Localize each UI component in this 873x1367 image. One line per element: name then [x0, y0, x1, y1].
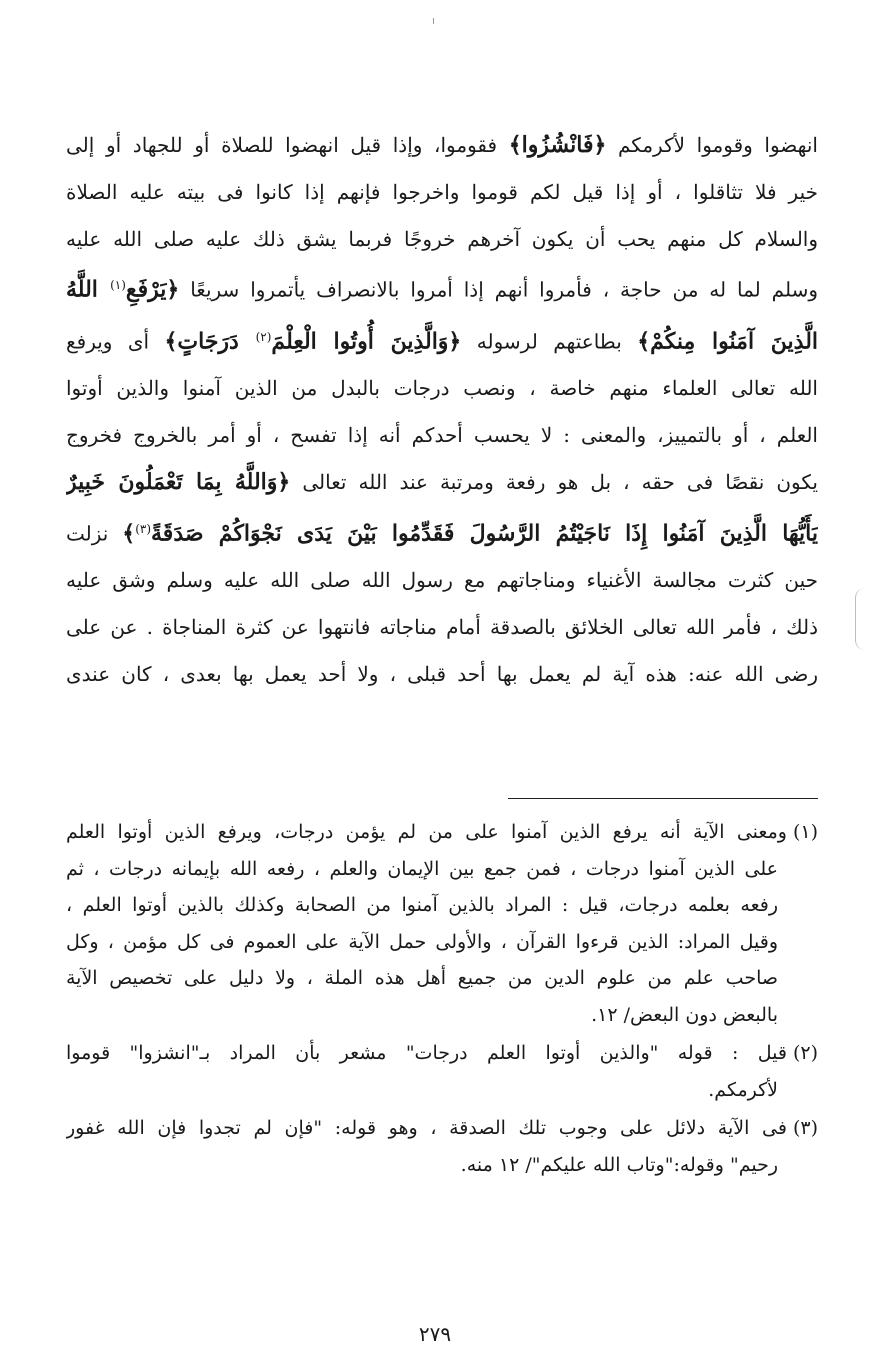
- body-line: [66, 459, 818, 506]
- footnote-text: صاحب علم من علوم الدين من جميع أهل هذه الملة ، ولا دليل على تخصيص الآية: [66, 967, 778, 989]
- body-line: [66, 506, 818, 557]
- footnote-line: [66, 1110, 818, 1147]
- footnote-text: قيل : قوله "والذين أوتوا العلم درجات" مشعر بأن المراد بـ"انشزوا" قوموا: [66, 1042, 787, 1064]
- footnote-number: (٢): [792, 1042, 818, 1064]
- quran-verse: ﴿وَالَّذِينَ أُوتُوا الْعِلْمَ: [271, 328, 462, 355]
- footnote-text: لأكرمكم.: [708, 1078, 778, 1101]
- page-number: ٢٧٩: [418, 1322, 452, 1346]
- body-line: [66, 314, 818, 365]
- body-text: فقوموا، وإذا قيل انهضوا للصلاة أو للجهاد أو إلى: [66, 133, 509, 157]
- footnote: [66, 814, 818, 1033]
- footnote-divider: [508, 798, 818, 799]
- body-text: رضى الله عنه: هذه آية لم يعمل بها أحد قبلى ، ولا أحد يعمل بها بعدى ، كان عندى: [66, 661, 818, 686]
- body-text: خير فلا تثاقلوا ، أو إذا قيل لكم قوموا واخرجوا فإنهم إذا كانوا فى بيته عليه الصلاة: [66, 179, 818, 204]
- body-line: [66, 651, 818, 698]
- body-text: حين كثرت مجالسة الأغنياء ومناجاتهم مع رسول الله صلى الله عليه وسلم وشق عليه: [66, 568, 818, 593]
- footnote-line: [66, 1147, 818, 1184]
- body-text: نزلت: [66, 521, 123, 546]
- quran-verse: الَّذِينَ آمَنُوا مِنكُمْ﴾: [637, 328, 818, 355]
- footnote-line: [66, 851, 818, 888]
- footnote-line: [66, 887, 818, 924]
- body-line: [66, 604, 818, 651]
- footnote-ref: (١): [110, 278, 126, 293]
- footnote-line: [66, 997, 818, 1034]
- footnote-line: [66, 960, 818, 997]
- footnote-line: [66, 1072, 818, 1109]
- top-mark: [433, 18, 434, 24]
- quran-verse: ﴿يَرْفَعِ: [125, 277, 180, 304]
- footnote-line: [66, 1035, 818, 1072]
- quran-verse: اللَّهُ: [66, 277, 111, 304]
- body-text: ذلك ، فأمر الله تعالى الخلائق بالصدقة أمام مناجاته فانتهوا عن كثرة المناجاة . عن على: [66, 614, 818, 639]
- body-text: بطاعتهم لرسوله: [461, 329, 638, 354]
- footnote-text: بالبعض دون البعض/ ١٢.: [591, 1003, 778, 1026]
- quran-verse: ﴾: [122, 520, 136, 547]
- body-line: [66, 412, 818, 459]
- footnote-line: [66, 814, 818, 851]
- main-body-text: [66, 122, 818, 698]
- body-text: انهضوا وقوموا لأكرمكم: [606, 133, 818, 157]
- body-text: والسلام كل منهم يحب أن يكون آخرهم خروجًا فربما يشق ذلك عليه صلى الله عليه: [66, 226, 818, 251]
- footnote-text: رحيم" وقوله:"وتاب الله عليكم"/ ١٢ منه.: [460, 1153, 778, 1176]
- margin-bracket-mark: [855, 588, 866, 650]
- body-text: يكون نقصًا فى حقه ، بل هو رفعة ومرتبة عند الله تعالى: [290, 469, 818, 494]
- footnote-text: وقيل المراد: الذين قرءوا القرآن ، والأولى حمل الآية على العموم فى كل مؤمن ، وكل: [66, 930, 778, 953]
- body-line: [66, 122, 818, 169]
- footnote-text: ومعنى الآية أنه يرفع الذين آمنوا على من لم يؤمن درجات، ويرفع الذين أوتوا العلم: [66, 821, 787, 843]
- body-line: [66, 557, 818, 604]
- body-text: الله تعالى العلماء منهم خاصة ، ونصب درجات بالبدل من الذين آمنوا والذين أوتوا: [66, 376, 818, 401]
- body-line: [66, 169, 818, 216]
- quran-verse: ﴿وَاللَّهُ بِمَا تَعْمَلُونَ خَبِيرٌ: [66, 468, 291, 495]
- body-text: وسلم لما له من حاجة ، فأمروا أنهم إذا أمروا بالانصراف يأتمروا سريعًا: [179, 278, 818, 303]
- body-line: [66, 216, 818, 263]
- quran-verse: دَرَجَاتٍ﴾: [164, 328, 256, 355]
- footnote-ref: (٢): [255, 329, 272, 344]
- footnote-number: (١): [792, 821, 818, 843]
- footnote-text: فى الآية دلائل على وجوب تلك الصدقة ، وهو قوله: "فإن لم تجدوا فإن الله غفور: [66, 1117, 787, 1139]
- footnote-text: على الذين آمنوا درجات ، فمن جمع بين الإيمان والعلم ، رفعه الله بإيمانه درجات ، ثم: [66, 857, 778, 880]
- footnote: [66, 1110, 818, 1183]
- footnote-ref: (٣): [135, 521, 152, 536]
- body-text: أى ويرفع: [66, 329, 165, 354]
- footnote: [66, 1035, 818, 1108]
- footnote-line: [66, 924, 818, 961]
- body-line: [66, 262, 818, 313]
- footnote-number: (٣): [792, 1117, 818, 1139]
- footnote-text: رفعه بعلمه درجات، قيل : المراد بالذين آمنوا من الصحابة وكذلك بالذين أوتوا العلم ،: [66, 894, 778, 916]
- quran-verse: ﴿فَانْشُزُوا﴾: [508, 132, 607, 158]
- footnotes-section: [66, 814, 818, 1185]
- quran-verse: يَأَيُّهَا الَّذِينَ آمَنُوا إِذَا نَاجَيْتُمُ الرَّسُولَ فَقَدِّمُوا بَيْنَ يَدَى نَجْوَاكُمْ صَدَقَةً: [151, 520, 818, 547]
- body-text: العلم ، أو بالتمييز، والمعنى : لا يحسب أحدكم أنه إذا تفسح ، أو أمر بالخروج فخروج: [66, 423, 818, 448]
- body-line: [66, 365, 818, 412]
